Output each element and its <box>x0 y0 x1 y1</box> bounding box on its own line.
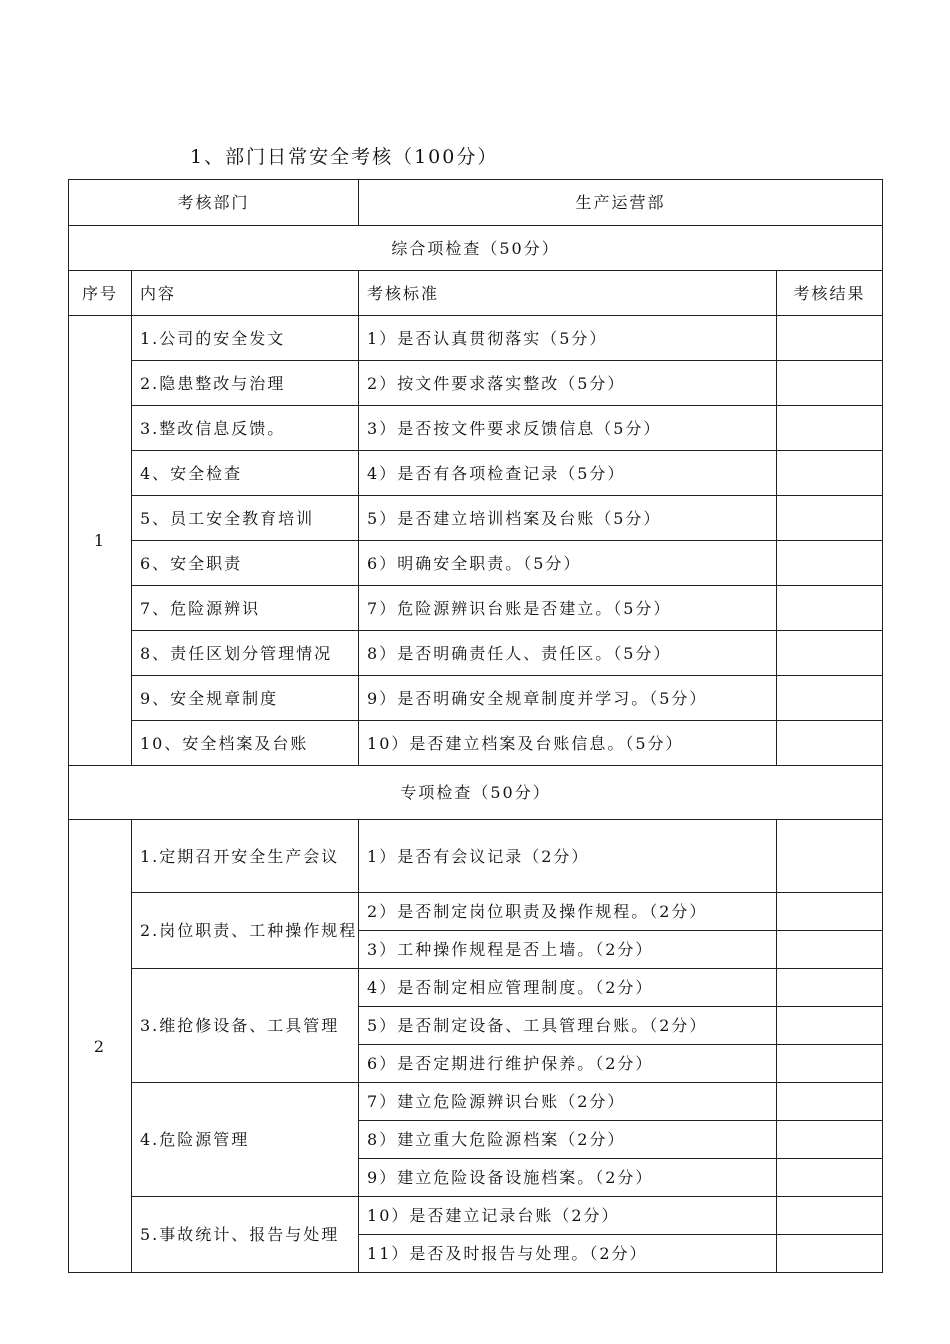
s1-result-cell[interactable] <box>777 406 883 451</box>
s1-content: 9、安全规章制度 <box>132 676 359 721</box>
s1-standard: 6）明确安全职责。（5分） <box>359 541 777 586</box>
s1-result-cell[interactable] <box>777 676 883 721</box>
s2-content: 4.危险源管理 <box>132 1083 359 1197</box>
s2-result-cell[interactable] <box>777 1121 883 1159</box>
s2-standard: 3）工种操作规程是否上墙。（2分） <box>359 931 777 969</box>
s1-standard: 10）是否建立档案及台账信息。（5分） <box>359 721 777 766</box>
dept-value: 生产运营部 <box>359 180 883 226</box>
s2-standard: 1）是否有会议记录（2分） <box>359 820 777 893</box>
s2-result-cell[interactable] <box>777 1007 883 1045</box>
s2-result-cell[interactable] <box>777 1045 883 1083</box>
dept-label: 考核部门 <box>69 180 359 226</box>
s1-standard: 1）是否认真贯彻落实（5分） <box>359 316 777 361</box>
s1-standard: 5）是否建立培训档案及台账（5分） <box>359 496 777 541</box>
s1-content: 10、安全档案及台账 <box>132 721 359 766</box>
s1-standard: 8）是否明确责任人、责任区。（5分） <box>359 631 777 676</box>
s1-result-cell[interactable] <box>777 721 883 766</box>
s2-content: 2.岗位职责、工种操作规程 <box>132 893 359 969</box>
s2-standard: 7）建立危险源辨识台账（2分） <box>359 1083 777 1121</box>
s2-result-cell[interactable] <box>777 1235 883 1273</box>
s1-content: 1.公司的安全发文 <box>132 316 359 361</box>
s1-standard: 3）是否按文件要求反馈信息（5分） <box>359 406 777 451</box>
s1-standard: 7）危险源辨识台账是否建立。（5分） <box>359 586 777 631</box>
s1-result-cell[interactable] <box>777 316 883 361</box>
s1-result-cell[interactable] <box>777 631 883 676</box>
section1-title: 综合项检查（50分） <box>69 226 883 271</box>
s2-standard: 10）是否建立记录台账（2分） <box>359 1197 777 1235</box>
s2-standard: 8）建立重大危险源档案（2分） <box>359 1121 777 1159</box>
document-title: 1、部门日常安全考核（100分） <box>190 146 499 168</box>
s1-content: 3.整改信息反馈。 <box>132 406 359 451</box>
s2-standard: 9）建立危险设备设施档案。（2分） <box>359 1159 777 1197</box>
s2-standard: 6）是否定期进行维护保养。（2分） <box>359 1045 777 1083</box>
s2-standard: 2）是否制定岗位职责及操作规程。（2分） <box>359 893 777 931</box>
s1-content: 8、责任区划分管理情况 <box>132 631 359 676</box>
s1-standard: 9）是否明确安全规章制度并学习。（5分） <box>359 676 777 721</box>
col-seq-header: 序号 <box>69 271 132 316</box>
s2-result-cell[interactable] <box>777 820 883 893</box>
s2-content: 5.事故统计、报告与处理 <box>132 1197 359 1273</box>
s1-content: 4、安全检查 <box>132 451 359 496</box>
s1-result-cell[interactable] <box>777 451 883 496</box>
s1-content: 5、员工安全教育培训 <box>132 496 359 541</box>
s2-content: 1.定期召开安全生产会议 <box>132 820 359 893</box>
s1-result-cell[interactable] <box>777 586 883 631</box>
col-content-header: 内容 <box>132 271 359 316</box>
s2-content: 3.维抢修设备、工具管理 <box>132 969 359 1083</box>
s2-result-cell[interactable] <box>777 1159 883 1197</box>
section1-seq: 1 <box>69 316 132 766</box>
assessment-table <box>68 179 883 1273</box>
s1-result-cell[interactable] <box>777 541 883 586</box>
col-result-header: 考核结果 <box>777 271 883 316</box>
s1-result-cell[interactable] <box>777 496 883 541</box>
s2-standard: 4）是否制定相应管理制度。（2分） <box>359 969 777 1007</box>
s2-result-cell[interactable] <box>777 931 883 969</box>
section2-seq: 2 <box>69 820 132 1273</box>
s2-standard: 5）是否制定设备、工具管理台账。（2分） <box>359 1007 777 1045</box>
s1-result-cell[interactable] <box>777 361 883 406</box>
s1-standard: 4）是否有各项检查记录（5分） <box>359 451 777 496</box>
s2-result-cell[interactable] <box>777 1197 883 1235</box>
s2-result-cell[interactable] <box>777 969 883 1007</box>
s1-standard: 2）按文件要求落实整改（5分） <box>359 361 777 406</box>
s1-content: 2.隐患整改与治理 <box>132 361 359 406</box>
s1-content: 6、安全职责 <box>132 541 359 586</box>
section2-title: 专项检查（50分） <box>69 766 883 820</box>
s2-result-cell[interactable] <box>777 1083 883 1121</box>
col-standard-header: 考核标准 <box>359 271 777 316</box>
s2-standard: 11）是否及时报告与处理。（2分） <box>359 1235 777 1273</box>
s1-content: 7、危险源辨识 <box>132 586 359 631</box>
s2-result-cell[interactable] <box>777 893 883 931</box>
